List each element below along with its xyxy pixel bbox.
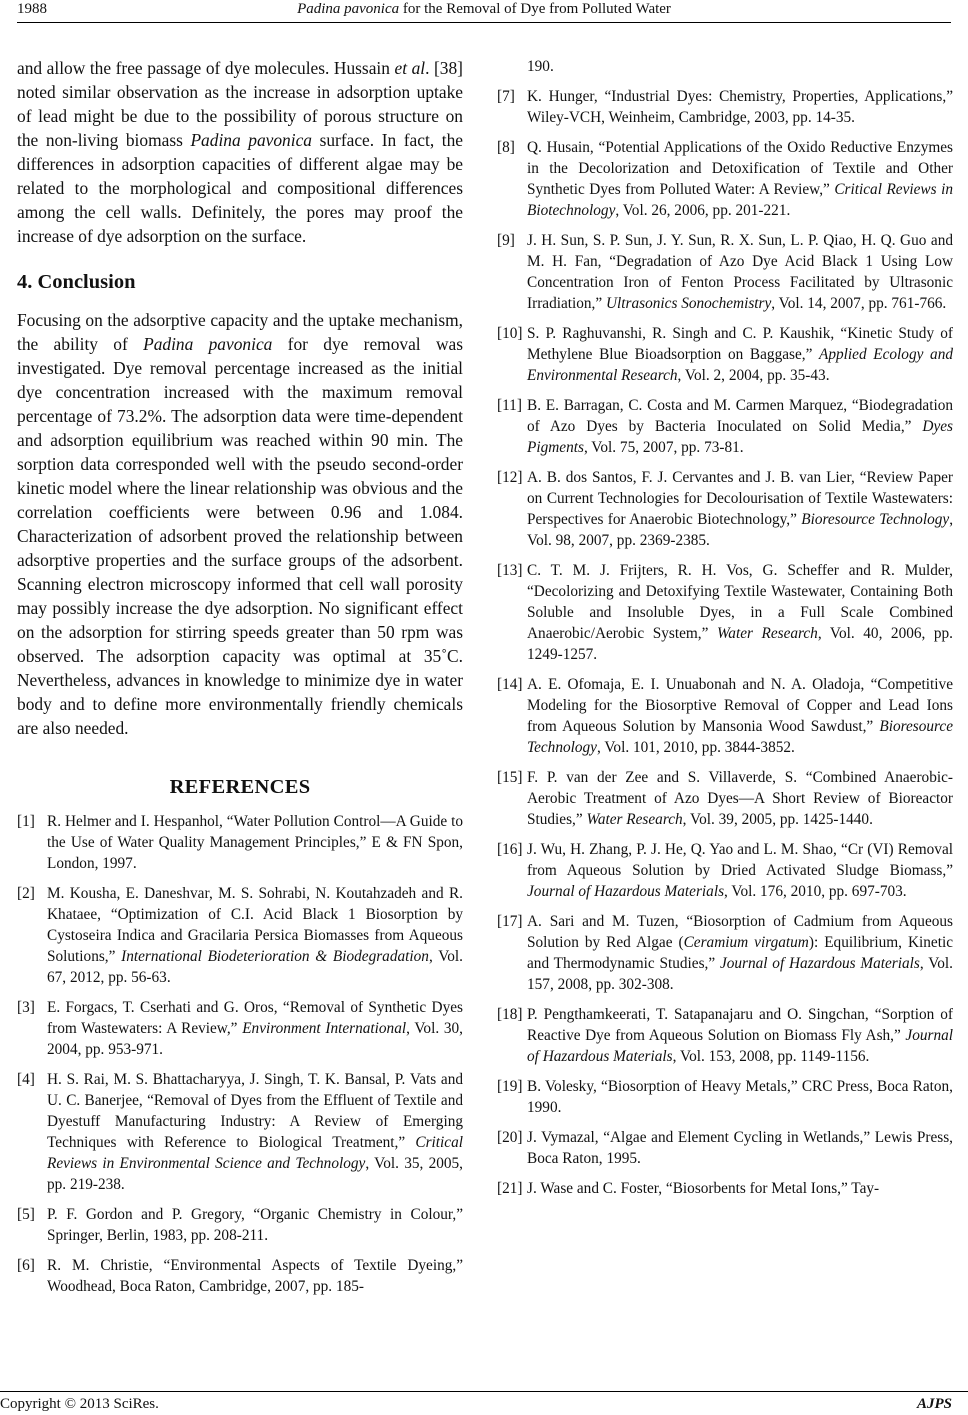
page-footer (0, 1391, 968, 1415)
text-run: Focusing on the adsorptive capacity and the uptake mechanism, the ability of (17, 310, 463, 354)
reference-text (527, 769, 953, 828)
reference-number: [11] (497, 397, 522, 414)
reference-number: [6] (17, 1257, 35, 1274)
text-run: , Vol. 14, 2007, pp. 761-766. (771, 295, 947, 312)
reference-list-right (497, 86, 953, 1199)
italic-text: Bioresource Technology (801, 511, 950, 528)
text-run: , Vol. 101, 2010, pp. 3844-3852. (596, 739, 795, 756)
text-run: ): Equilibrium, Kinetic and Thermodynamic Studies,” (527, 934, 953, 972)
italic-text: Padina pavonica (190, 130, 312, 150)
reference-text (527, 1129, 953, 1167)
italic-text: Water Research (586, 811, 683, 828)
running-title (17, 1, 951, 18)
text-run: Q. Husain, “Potential Applications of the Oxido Reductive Enzymes in the Decolorization and Detoxification of Textile and Other Synthetic Dyes from Polluted Water: A Review,” (527, 139, 953, 198)
reference-number: [9] (497, 232, 515, 249)
reference-item (497, 323, 953, 386)
text-run: R. M. Christie, “Environmental Aspects of Textile Dyeing,” Woodhead, Boca Raton, Cambridge, 2007, pp. 185- (47, 1257, 463, 1295)
italic-text: Ceramium virgatum (683, 934, 809, 951)
section-heading-conclusion: 4. Conclusion (17, 271, 136, 293)
text-run: for dye removal was investigated. Dye removal percentage increased as the initial dye concentration increased with the maximum removal percentage of 73.2%. The adsorption data were time-dependent and adsorption equilibrium was reached within 90 min. The sorption data corresponded well with the pseudo second-order kinetic model where the linear relationship was obvious and the correlation coefficients were between 0.96 and 1.084. Characterization of adsorbent proved the relationship between adsorptive properties and the surface groups of the adsorbent. Scanning electron microscopy informed that cell wall porosity may possibly increase the dye adsorption. No significant effect on the adsorption for stirring speeds greater than 50 rpm was observed. The adsorption capacity was optimal at 35˚C. Nevertheless, advances in knowledge to minimize dye in water body and to define more environmentally friendly chemicals are also needed. (17, 334, 463, 738)
reference-text (527, 397, 953, 456)
reference-text (527, 469, 953, 549)
reference-text (527, 232, 953, 312)
text-run: A. Sari and M. Tuzen, “Biosorption of Cadmium from Aqueous Solution by Red Algae ( (527, 913, 953, 951)
reference-number: [8] (497, 139, 515, 156)
reference-item (497, 1127, 953, 1169)
reference-continuation: 190. (527, 58, 554, 75)
reference-number: [13] (497, 562, 523, 579)
italic-text: Journal of Hazardous Materials (719, 955, 920, 972)
reference-number: [20] (497, 1129, 523, 1146)
reference-text (527, 1180, 879, 1197)
reference-text (527, 562, 953, 663)
reference-number: [19] (497, 1078, 523, 1095)
reference-item (497, 230, 953, 314)
text-run: R. Helmer and I. Hespanhol, “Water Pollution Control—A Guide to the Use of Water Quality Management Principles,” E & FN Spon, London, 1997. (47, 813, 463, 872)
reference-text (527, 1006, 953, 1065)
reference-number: [16] (497, 841, 523, 858)
italic-text: et al (394, 58, 426, 78)
reference-text (47, 813, 463, 872)
reference-item (497, 1178, 953, 1199)
text-run: , Vol. 176, 2010, pp. 697-703. (724, 883, 907, 900)
text-run: . [38] noted similar observation as the increase in adsorption uptake of lead might be due to the possibility of porous structure on the non-living biomass (17, 58, 463, 150)
reference-item (17, 811, 463, 874)
italic-text: Critical Reviews in Biotechnology (527, 181, 953, 219)
italic-text: Environment International (242, 1020, 407, 1037)
reference-text (527, 1078, 953, 1116)
text-run: P. F. Gordon and P. Gregory, “Organic Chemistry in Colour,” Springer, Berlin, 1983, pp. 208-211. (47, 1206, 463, 1244)
text-run: , Vol. 40, 2006, pp. 1249-1257. (527, 625, 954, 663)
journal-abbrev: AJPS (916, 1396, 952, 1412)
reference-number: [5] (17, 1206, 35, 1223)
text-run: F. P. van der Zee and S. Villaverde, S. “Combined Anaerobic-Aerobic Treatment of Azo Dyes—A Short Review of Bioreactor Studies,” (527, 769, 953, 828)
text-run: J. Vymazal, “Algae and Element Cycling in Wetlands,” Lewis Press, Boca Raton, 1995. (527, 1129, 953, 1167)
italic-text: Critical Reviews in Environmental Science and Technology (47, 1134, 463, 1172)
text-run: , Vol. 75, 2007, pp. 73-81. (583, 439, 744, 456)
reference-item (17, 1069, 463, 1195)
reference-list-left (17, 811, 463, 1297)
text-run: C. T. M. J. Frijters, R. H. Vos, G. Scheffer and R. Mulder, “Decolorizing and Detoxifying Textile Wastewater, Containing Both Soluble and Insoluble Dyes, in a Full Scale Combined Anaerobic/Aerobic System,” (527, 562, 953, 642)
text-run: , Vol. 26, 2006, pp. 201-221. (615, 202, 791, 219)
reference-item (497, 560, 953, 665)
left-column (17, 56, 463, 1306)
paragraph-discussion-end (17, 56, 463, 248)
references-heading: REFERENCES (169, 776, 311, 798)
reference-item (497, 137, 953, 221)
text-run: B. Volesky, “Biosorption of Heavy Metals,” CRC Press, Boca Raton, 1990. (527, 1078, 953, 1116)
reference-number: [2] (17, 885, 35, 902)
text-run: K. Hunger, “Industrial Dyes: Chemistry, Properties, Applications,” Wiley-VCH, Weinheim, Cambridge, 2003, pp. 14-35. (527, 88, 953, 126)
text-run: M. Kousha, E. Daneshvar, M. S. Sohrabi, N. Koutahzadeh and R. Khataee, “Optimization of C.I. Acid Black 1 Biosorption by Cystoseira Indica and Gracilaria Persica Biomasses from Aqueous Solutions,” (47, 885, 463, 965)
right-column (497, 56, 953, 1208)
text-run: and allow the free passage of dye molecules. Hussain (17, 58, 395, 78)
reference-item (17, 883, 463, 988)
reference-text (527, 913, 953, 993)
italic-text: International Biodeterioration & Biodegradation (121, 948, 429, 965)
reference-number: [15] (497, 769, 523, 786)
reference-number: [3] (17, 999, 35, 1016)
text-run: H. S. Rai, M. S. Bhattacharyya, J. Singh, T. K. Bansal, P. Vats and U. C. Banerjee, “Removal of Dyes from the Effluent of Textile and Dyestuff Manufacturing Industry: A Review of Emerging Techniques with Reference to Biological Treatment,” (47, 1071, 463, 1151)
reference-item (497, 767, 953, 830)
italic-text: Journal of Hazardous Materials (527, 1027, 953, 1065)
text-run: J. H. Sun, S. P. Sun, J. Y. Sun, R. X. Sun, L. P. Qiao, H. Q. Guo and M. H. Fan, “Degradation of Azo Dye Acid Black 1 Using Low Concentration Iron of Fenton Process Facilitated by Ultrasonic Irradiation,” (527, 232, 953, 312)
reference-number: [12] (497, 469, 523, 486)
reference-item (497, 911, 953, 995)
text-run: , Vol. 67, 2012, pp. 56-63. (47, 948, 464, 986)
italic-text: Bioresource Technology (527, 718, 953, 756)
italic-text: Ultrasonics Sonochemistry (606, 295, 772, 312)
text-run: P. Pengthamkeerati, T. Satapanajaru and O. Singchan, “Sorption of Reactive Dye from Aqueous Solution on Biomass Fly Ash,” (527, 1006, 953, 1044)
reference-number: [7] (497, 88, 515, 105)
reference-number: [17] (497, 913, 523, 930)
reference-text (47, 1071, 463, 1193)
text-run: J. Wu, H. Zhang, P. J. He, Q. Yao and L. M. Shao, “Cr (VI) Removal from Aqueous Solution by Dried Activated Sludge Biomass,” (527, 841, 953, 879)
reference-item (497, 1076, 953, 1118)
reference-item (17, 1204, 463, 1246)
italic-text: Applied Ecology and Environmental Research (527, 346, 953, 384)
text-run: , Vol. 35, 2005, pp. 219-238. (47, 1155, 463, 1193)
text-run: , Vol. 2, 2004, pp. 35-43. (677, 367, 830, 384)
reference-text (47, 1257, 463, 1295)
text-run: S. P. Raghuvanshi, R. Singh and C. P. Kaushik, “Kinetic Study of Methylene Blue Bioadsorption on Baggase,” (527, 325, 953, 363)
text-run: E. Forgacs, T. Cserhati and G. Oros, “Removal of Synthetic Dyes from Wastewaters: A Review,” (47, 999, 463, 1037)
page-number: 1988 (17, 1, 47, 17)
text-run: A. B. dos Santos, F. J. Cervantes and J. B. van Lier, “Review Paper on Current Technologies for Decolourisation of Textile Wastewaters: Perspectives for Anaerobic Biotechnology,” (527, 469, 953, 528)
text-run: J. Wase and C. Foster, “Biosorbents for Metal Ions,” Tay- (527, 1180, 880, 1197)
text-run: , Vol. 157, 2008, pp. 302-308. (527, 955, 953, 993)
text-run: , Vol. 153, 2008, pp. 1149-1156. (672, 1048, 870, 1065)
reference-item (497, 395, 953, 458)
text-run: , Vol. 30, 2004, pp. 953-971. (47, 1020, 463, 1058)
paragraph-conclusion (17, 308, 463, 740)
reference-item (497, 839, 953, 902)
reference-text (527, 325, 953, 384)
reference-item (497, 1004, 953, 1067)
reference-number: [10] (497, 325, 523, 342)
running-header (17, 0, 951, 23)
reference-text (527, 676, 953, 756)
reference-number: [4] (17, 1071, 35, 1088)
text-run: , Vol. 98, 2007, pp. 2369-2385. (527, 511, 954, 549)
reference-text (47, 1206, 463, 1244)
reference-item (17, 997, 463, 1060)
running-title-rest: for the Removal of Dye from Polluted Water (399, 1, 671, 17)
italic-text: Dyes Pigments (527, 418, 953, 456)
reference-number: [21] (497, 1180, 523, 1197)
text-run: A. E. Ofomaja, E. I. Unuabonah and N. A. Oladoja, “Competitive Modeling for the Biosorptive Removal of Copper and Lead Ions from Aqueous Solution by Mansonia Wood Sawdust,” (527, 676, 953, 735)
reference-text (527, 139, 953, 219)
reference-number: [1] (17, 813, 35, 830)
copyright: Copyright © 2013 SciRes. (0, 1396, 159, 1412)
reference-text (527, 88, 953, 126)
italic-text: Padina pavonica (143, 334, 273, 354)
reference-item (497, 86, 953, 128)
italic-text: Journal of Hazardous Materials (527, 883, 725, 900)
italic-text: Water Research (716, 625, 818, 642)
text-run: B. E. Barragan, C. Costa and M. Carmen Marquez, “Biodegradation of Azo Dyes by Bacteria Inoculated on Solid Media,” (527, 397, 953, 435)
reference-item (17, 1255, 463, 1297)
reference-text (527, 841, 953, 900)
reference-number: [14] (497, 676, 523, 693)
text-run: , Vol. 39, 2005, pp. 1425-1440. (682, 811, 873, 828)
reference-item (497, 467, 953, 551)
reference-item (497, 674, 953, 758)
reference-text (47, 885, 463, 986)
text-run: surface. In fact, the differences in adsorption capacities of different algae may be related to the morphological and compositional differences among the cell walls. Definitely, the pores may proof the increase of dye adsorption on the surface. (17, 130, 463, 246)
running-title-species: Padina pavonica (297, 1, 400, 17)
reference-text (47, 999, 463, 1058)
reference-number: [18] (497, 1006, 523, 1023)
